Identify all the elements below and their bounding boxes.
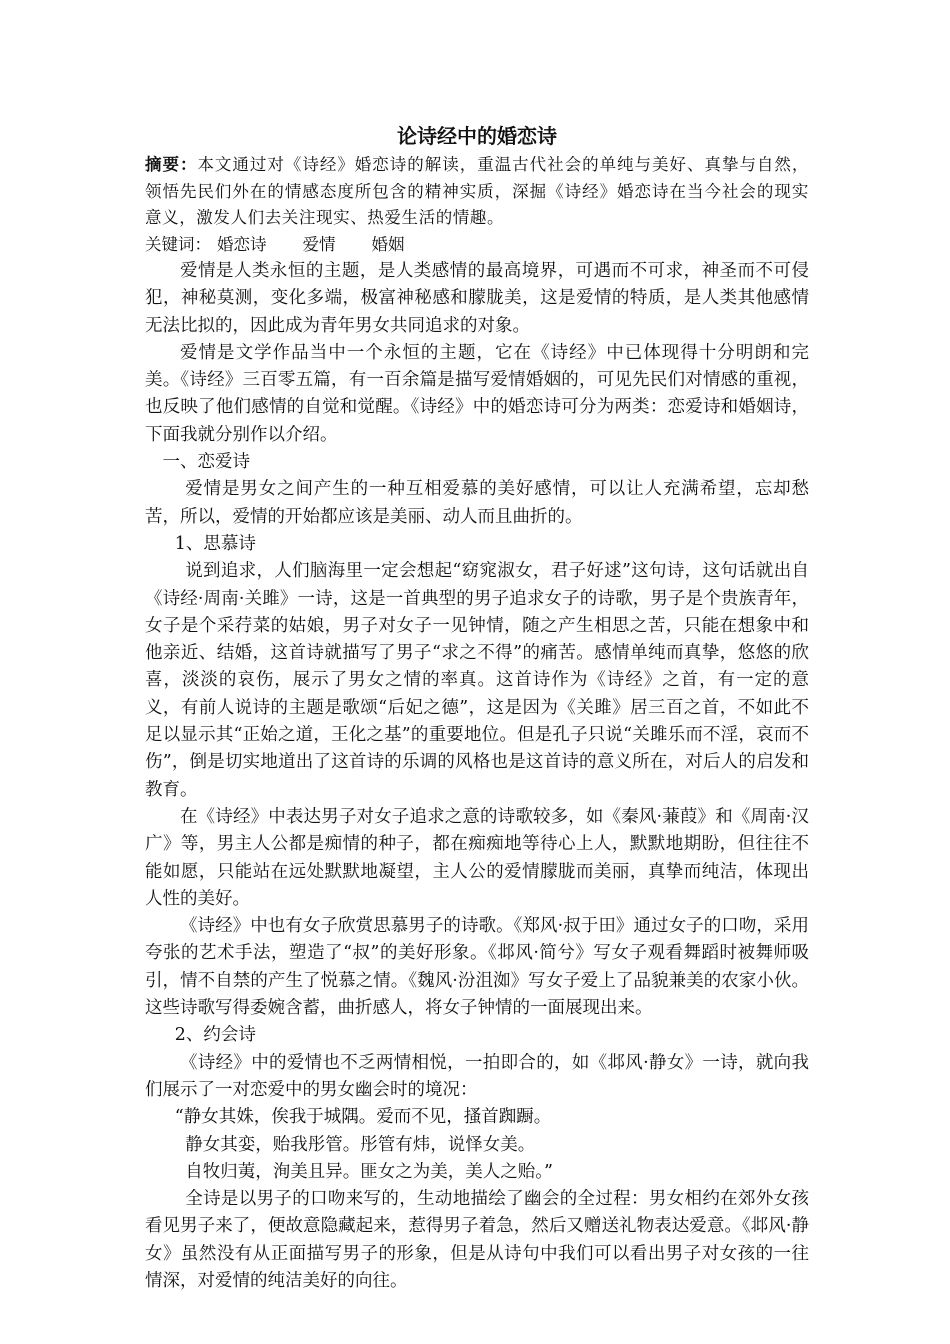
document-title: 论诗经中的婚恋诗 [397, 124, 557, 148]
document-page [145, 120, 809, 1295]
poem-line: 静女其娈，贻我彤管。彤管有炜，说怿女美。 [185, 1134, 536, 1155]
keyword-item: 婚姻 [371, 234, 405, 254]
poem-line: “静女其姝，俟我于城隅。爱而不见，搔首踟蹰。 [174, 1107, 552, 1128]
paragraph: 《诗经》中也有女子欣赏思慕男子的诗歌。《郑风·叔于田》通过女子的口吻，采用夸张的艺术手法，塑造了“叔”的美好形象。《邶风·简兮》写女子观看舞蹈时被舞师吸引，情不自禁的产生了悦慕之情。《魏风·汾沮洳》写女子爱上了品貌兼美的农家小伙。这些诗歌写得委婉含蓄，曲折感人，将女子钟情的一面展现出来。 [145, 916, 809, 1019]
poem-line: 自牧归荑，洵美且异。匪女之为美，美人之贻。” [185, 1161, 553, 1182]
keyword-item: 婚恋诗 [217, 234, 267, 254]
paragraph: 《诗经》中的爱情也不乏两情相悦，一拍即合的，如《邶风·静女》一诗，就向我们展示了一对恋爱中的男女幽会时的境况： [145, 1052, 809, 1100]
paragraph: 爱情是文学作品当中一个永恒的主题，它在《诗经》中已体现得十分明朗和完美。《诗经》三百零五篇，有一百余篇是描写爱情婚姻的，可见先民们对情感的重视，也反映了他们感情的自觉和觉醒。《诗经》中的婚恋诗可分为两类：恋爱诗和婚姻诗，下面我就分别作以介绍。 [145, 342, 809, 445]
paragraph: 全诗是以男子的口吻来写的，生动地描绘了幽会的全过程：男女相约在郊外女孩看见男子来了，便故意隐藏起来，惹得男子着急，然后又赠送礼物表达爱意。《邶风·静女》虽然没有从正面描写男子的形象，但是从诗句中我们可以看出男子对女孩的一往情深，对爱情的纯洁美好的向往。 [145, 1189, 809, 1291]
abstract [145, 152, 809, 232]
section-heading: 一、恋爱诗 [162, 452, 250, 473]
abstract-label: 摘要： [145, 155, 198, 174]
paragraph: 爱情是人类永恒的主题，是人类感情的最高境界，可遇而不可求，神圣而不可侵犯，神秘莫测，变化多端，极富神秘感和朦胧美，这是爱情的特质，是人类其他感情无法比拟的，因此成为青年男女共同追求的对象。 [145, 261, 809, 336]
abstract-text: 本文通过对《诗经》婚恋诗的解读，重温古代社会的单纯与美好、真挚与自然，领悟先民们外在的情感态度所包含的精神实质，深掘《诗经》婚恋诗在当今社会的现实意义，激发人们去关注现实、热爱生活的情趣。 [145, 155, 809, 227]
keyword-item: 爱情 [302, 234, 336, 254]
subsection-heading: 2、约会诗 [174, 1025, 256, 1046]
keywords [145, 232, 809, 259]
subsection-heading: 1、思慕诗 [174, 533, 256, 554]
keywords-label: 关键词： [145, 234, 211, 254]
paragraph: 在《诗经》中表达男子对女子追求之意的诗歌较多，如《秦风·蒹葭》和《周南·汉广》等，男主人公都是痴情的种子，都在痴痴地等待心上人，默默地期盼，但往往不能如愿，只能站在远处默默地凝望，主人公的爱情朦胧而美丽，真挚而纯洁，体现出人性的美好。 [145, 806, 809, 909]
paragraph: 说到追求，人们脑海里一定会想起“窈窕淑女，君子好逑”这句诗，这句话就出自《诗经·周南·关雎》一诗，这是一首典型的男子追求女子的诗歌，男子是个贵族青年，女子是个采荇菜的姑娘，男子对女子一见钟情，随之产生相思之苦，只能在想象中和他亲近、结婚，这首诗就描写了男子“求之不得”的痛苦。感情单纯而真挚，悠悠的欣喜，淡淡的哀伤，展示了男女之情的率真。这首诗作为《诗经》之首，有一定的意义，有前人说诗的主题是歌颂“后妃之德”，这是因为《关雎》居三百之首，不如此不足以显示其“正始之道，王化之基”的重要地位。但是孔子只说“关雎乐而不淫，哀而不伤”，倒是切实地道出了这首诗的乐调的风格也是这首诗的意义所在，对后人的启发和教育。 [145, 561, 809, 800]
paragraph: 爱情是男女之间产生的一种互相爱慕的美好感情，可以让人充满希望，忘却愁苦，所以，爱情的开始都应该是美丽、动人而且曲折的。 [145, 479, 809, 527]
